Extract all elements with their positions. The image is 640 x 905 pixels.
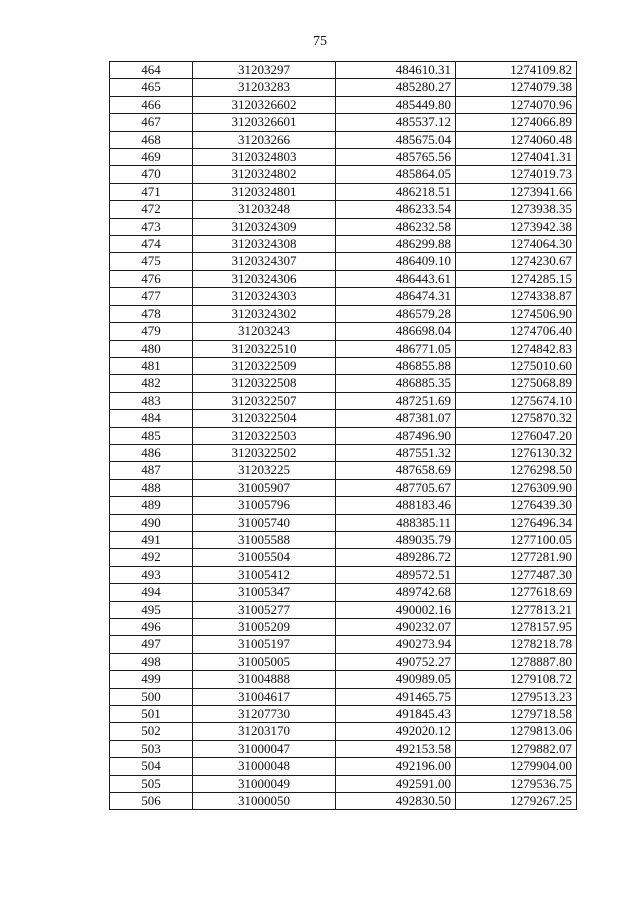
x-coordinate-cell: 488385.11 <box>336 514 456 531</box>
row-number-cell: 494 <box>110 584 193 601</box>
x-coordinate-cell: 491845.43 <box>336 706 456 723</box>
y-coordinate-cell: 1274019.73 <box>456 166 577 183</box>
x-coordinate-cell: 492196.00 <box>336 758 456 775</box>
row-number-cell: 476 <box>110 270 193 287</box>
y-coordinate-cell: 1276496.34 <box>456 514 577 531</box>
x-coordinate-cell: 492153.58 <box>336 740 456 757</box>
point-id-cell: 3120324308 <box>193 236 336 253</box>
point-id-cell: 31203297 <box>193 62 336 79</box>
y-coordinate-cell: 1276047.20 <box>456 427 577 444</box>
table-row <box>110 653 577 670</box>
point-id-cell: 31000048 <box>193 758 336 775</box>
y-coordinate-cell: 1274706.40 <box>456 323 577 340</box>
y-coordinate-cell: 1275068.89 <box>456 375 577 392</box>
y-coordinate-cell: 1279108.72 <box>456 671 577 688</box>
point-id-cell: 31005412 <box>193 566 336 583</box>
y-coordinate-cell: 1277618.69 <box>456 584 577 601</box>
row-number-cell: 486 <box>110 444 193 461</box>
row-number-cell: 493 <box>110 566 193 583</box>
x-coordinate-cell: 487381.07 <box>336 410 456 427</box>
y-coordinate-cell: 1274230.67 <box>456 253 577 270</box>
y-coordinate-cell: 1273942.38 <box>456 218 577 235</box>
x-coordinate-cell: 486299.88 <box>336 236 456 253</box>
row-number-cell: 478 <box>110 305 193 322</box>
y-coordinate-cell: 1275870.32 <box>456 410 577 427</box>
point-id-cell: 3120324303 <box>193 288 336 305</box>
table-row <box>110 706 577 723</box>
y-coordinate-cell: 1274506.90 <box>456 305 577 322</box>
row-number-cell: 479 <box>110 323 193 340</box>
table-row <box>110 201 577 218</box>
row-number-cell: 469 <box>110 149 193 166</box>
point-id-cell: 3120322509 <box>193 357 336 374</box>
x-coordinate-cell: 487251.69 <box>336 392 456 409</box>
y-coordinate-cell: 1277813.21 <box>456 601 577 618</box>
point-id-cell: 31004888 <box>193 671 336 688</box>
point-id-cell: 3120322508 <box>193 375 336 392</box>
table-row <box>110 549 577 566</box>
x-coordinate-cell: 490273.94 <box>336 636 456 653</box>
row-number-cell: 502 <box>110 723 193 740</box>
row-number-cell: 467 <box>110 114 193 131</box>
y-coordinate-cell: 1274285.15 <box>456 270 577 287</box>
y-coordinate-cell: 1279513.23 <box>456 688 577 705</box>
row-number-cell: 503 <box>110 740 193 757</box>
table-row <box>110 357 577 374</box>
y-coordinate-cell: 1276130.32 <box>456 444 577 461</box>
y-coordinate-cell: 1276439.30 <box>456 497 577 514</box>
point-id-cell: 31005796 <box>193 497 336 514</box>
table-row <box>110 636 577 653</box>
row-number-cell: 468 <box>110 131 193 148</box>
y-coordinate-cell: 1276298.50 <box>456 462 577 479</box>
y-coordinate-cell: 1277100.05 <box>456 531 577 548</box>
x-coordinate-cell: 490752.27 <box>336 653 456 670</box>
point-id-cell: 31203248 <box>193 201 336 218</box>
table-row <box>110 427 577 444</box>
table-row <box>110 79 577 96</box>
page-number: 75 <box>313 34 327 49</box>
table-row <box>110 166 577 183</box>
y-coordinate-cell: 1274842.83 <box>456 340 577 357</box>
point-id-cell: 3120324309 <box>193 218 336 235</box>
y-coordinate-cell: 1273941.66 <box>456 183 577 200</box>
table-row <box>110 305 577 322</box>
point-id-cell: 3120322504 <box>193 410 336 427</box>
x-coordinate-cell: 487658.69 <box>336 462 456 479</box>
row-number-cell: 474 <box>110 236 193 253</box>
row-number-cell: 490 <box>110 514 193 531</box>
row-number-cell: 472 <box>110 201 193 218</box>
coordinates-table <box>109 61 577 810</box>
row-number-cell: 500 <box>110 688 193 705</box>
point-id-cell: 31203170 <box>193 723 336 740</box>
row-number-cell: 477 <box>110 288 193 305</box>
table-row <box>110 479 577 496</box>
x-coordinate-cell: 484610.31 <box>336 62 456 79</box>
point-id-cell: 31004617 <box>193 688 336 705</box>
y-coordinate-cell: 1275674.10 <box>456 392 577 409</box>
table-row <box>110 758 577 775</box>
x-coordinate-cell: 485675.04 <box>336 131 456 148</box>
x-coordinate-cell: 487496.90 <box>336 427 456 444</box>
point-id-cell: 31005907 <box>193 479 336 496</box>
y-coordinate-cell: 1279267.25 <box>456 793 577 810</box>
table-row <box>110 619 577 636</box>
x-coordinate-cell: 486232.58 <box>336 218 456 235</box>
x-coordinate-cell: 487551.32 <box>336 444 456 461</box>
point-id-cell: 3120324801 <box>193 183 336 200</box>
x-coordinate-cell: 485765.56 <box>336 149 456 166</box>
point-id-cell: 3120324802 <box>193 166 336 183</box>
x-coordinate-cell: 492830.50 <box>336 793 456 810</box>
x-coordinate-cell: 492591.00 <box>336 775 456 792</box>
x-coordinate-cell: 491465.75 <box>336 688 456 705</box>
row-number-cell: 499 <box>110 671 193 688</box>
x-coordinate-cell: 486579.28 <box>336 305 456 322</box>
table-row <box>110 601 577 618</box>
y-coordinate-cell: 1274070.96 <box>456 96 577 113</box>
point-id-cell: 31005005 <box>193 653 336 670</box>
y-coordinate-cell: 1279536.75 <box>456 775 577 792</box>
y-coordinate-cell: 1274064.30 <box>456 236 577 253</box>
point-id-cell: 31000047 <box>193 740 336 757</box>
x-coordinate-cell: 486771.05 <box>336 340 456 357</box>
table-row <box>110 183 577 200</box>
point-id-cell: 3120324302 <box>193 305 336 322</box>
table-row <box>110 410 577 427</box>
table-row <box>110 775 577 792</box>
x-coordinate-cell: 488183.46 <box>336 497 456 514</box>
row-number-cell: 464 <box>110 62 193 79</box>
y-coordinate-cell: 1275010.60 <box>456 357 577 374</box>
point-id-cell: 3120324803 <box>193 149 336 166</box>
table-row <box>110 462 577 479</box>
point-id-cell: 31203225 <box>193 462 336 479</box>
table-row <box>110 62 577 79</box>
row-number-cell: 487 <box>110 462 193 479</box>
table-row <box>110 131 577 148</box>
table-row <box>110 253 577 270</box>
x-coordinate-cell: 486443.61 <box>336 270 456 287</box>
row-number-cell: 475 <box>110 253 193 270</box>
row-number-cell: 466 <box>110 96 193 113</box>
coordinates-table-body <box>110 62 577 810</box>
row-number-cell: 496 <box>110 619 193 636</box>
x-coordinate-cell: 489286.72 <box>336 549 456 566</box>
row-number-cell: 498 <box>110 653 193 670</box>
row-number-cell: 488 <box>110 479 193 496</box>
point-id-cell: 31207730 <box>193 706 336 723</box>
x-coordinate-cell: 486885.35 <box>336 375 456 392</box>
x-coordinate-cell: 486409.10 <box>336 253 456 270</box>
table-row <box>110 584 577 601</box>
row-number-cell: 504 <box>110 758 193 775</box>
table-row <box>110 392 577 409</box>
x-coordinate-cell: 487705.67 <box>336 479 456 496</box>
point-id-cell: 31203243 <box>193 323 336 340</box>
y-coordinate-cell: 1279813.06 <box>456 723 577 740</box>
x-coordinate-cell: 490989.05 <box>336 671 456 688</box>
table-row <box>110 671 577 688</box>
x-coordinate-cell: 490002.16 <box>336 601 456 618</box>
y-coordinate-cell: 1274060.48 <box>456 131 577 148</box>
table-row <box>110 96 577 113</box>
row-number-cell: 492 <box>110 549 193 566</box>
y-coordinate-cell: 1279882.07 <box>456 740 577 757</box>
point-id-cell: 31005504 <box>193 549 336 566</box>
row-number-cell: 485 <box>110 427 193 444</box>
point-id-cell: 3120326601 <box>193 114 336 131</box>
row-number-cell: 471 <box>110 183 193 200</box>
point-id-cell: 31000049 <box>193 775 336 792</box>
y-coordinate-cell: 1278218.78 <box>456 636 577 653</box>
row-number-cell: 506 <box>110 793 193 810</box>
point-id-cell: 31000050 <box>193 793 336 810</box>
x-coordinate-cell: 489035.79 <box>336 531 456 548</box>
row-number-cell: 505 <box>110 775 193 792</box>
y-coordinate-cell: 1279904.00 <box>456 758 577 775</box>
point-id-cell: 31203266 <box>193 131 336 148</box>
table-row <box>110 288 577 305</box>
table-row <box>110 323 577 340</box>
table-row <box>110 236 577 253</box>
table-row <box>110 723 577 740</box>
table-row <box>110 114 577 131</box>
y-coordinate-cell: 1274079.38 <box>456 79 577 96</box>
y-coordinate-cell: 1278157.95 <box>456 619 577 636</box>
table-row <box>110 218 577 235</box>
table-row <box>110 497 577 514</box>
y-coordinate-cell: 1274109.82 <box>456 62 577 79</box>
x-coordinate-cell: 485449.80 <box>336 96 456 113</box>
table-row <box>110 793 577 810</box>
point-id-cell: 3120322510 <box>193 340 336 357</box>
row-number-cell: 501 <box>110 706 193 723</box>
y-coordinate-cell: 1276309.90 <box>456 479 577 496</box>
row-number-cell: 483 <box>110 392 193 409</box>
y-coordinate-cell: 1278887.80 <box>456 653 577 670</box>
y-coordinate-cell: 1279718.58 <box>456 706 577 723</box>
point-id-cell: 3120322507 <box>193 392 336 409</box>
table-row <box>110 531 577 548</box>
table-row <box>110 514 577 531</box>
x-coordinate-cell: 489572.51 <box>336 566 456 583</box>
x-coordinate-cell: 485537.12 <box>336 114 456 131</box>
table-row <box>110 688 577 705</box>
point-id-cell: 3120324306 <box>193 270 336 287</box>
table-row <box>110 444 577 461</box>
row-number-cell: 470 <box>110 166 193 183</box>
point-id-cell: 31005740 <box>193 514 336 531</box>
point-id-cell: 31005209 <box>193 619 336 636</box>
x-coordinate-cell: 490232.07 <box>336 619 456 636</box>
y-coordinate-cell: 1277487.30 <box>456 566 577 583</box>
y-coordinate-cell: 1274041.31 <box>456 149 577 166</box>
point-id-cell: 31005588 <box>193 531 336 548</box>
table-row <box>110 740 577 757</box>
row-number-cell: 491 <box>110 531 193 548</box>
row-number-cell: 495 <box>110 601 193 618</box>
row-number-cell: 480 <box>110 340 193 357</box>
point-id-cell: 31005347 <box>193 584 336 601</box>
point-id-cell: 3120326602 <box>193 96 336 113</box>
row-number-cell: 481 <box>110 357 193 374</box>
x-coordinate-cell: 489742.68 <box>336 584 456 601</box>
row-number-cell: 497 <box>110 636 193 653</box>
row-number-cell: 473 <box>110 218 193 235</box>
table-row <box>110 566 577 583</box>
row-number-cell: 489 <box>110 497 193 514</box>
x-coordinate-cell: 486698.04 <box>336 323 456 340</box>
y-coordinate-cell: 1277281.90 <box>456 549 577 566</box>
row-number-cell: 465 <box>110 79 193 96</box>
x-coordinate-cell: 486474.31 <box>336 288 456 305</box>
x-coordinate-cell: 486855.88 <box>336 357 456 374</box>
table-row <box>110 270 577 287</box>
point-id-cell: 3120324307 <box>193 253 336 270</box>
row-number-cell: 484 <box>110 410 193 427</box>
point-id-cell: 3120322502 <box>193 444 336 461</box>
table-row <box>110 375 577 392</box>
x-coordinate-cell: 486233.54 <box>336 201 456 218</box>
point-id-cell: 31203283 <box>193 79 336 96</box>
y-coordinate-cell: 1274066.89 <box>456 114 577 131</box>
x-coordinate-cell: 485864.05 <box>336 166 456 183</box>
table-row <box>110 149 577 166</box>
x-coordinate-cell: 486218.51 <box>336 183 456 200</box>
table-row <box>110 340 577 357</box>
row-number-cell: 482 <box>110 375 193 392</box>
point-id-cell: 31005277 <box>193 601 336 618</box>
y-coordinate-cell: 1274338.87 <box>456 288 577 305</box>
point-id-cell: 3120322503 <box>193 427 336 444</box>
x-coordinate-cell: 485280.27 <box>336 79 456 96</box>
point-id-cell: 31005197 <box>193 636 336 653</box>
x-coordinate-cell: 492020.12 <box>336 723 456 740</box>
y-coordinate-cell: 1273938.35 <box>456 201 577 218</box>
